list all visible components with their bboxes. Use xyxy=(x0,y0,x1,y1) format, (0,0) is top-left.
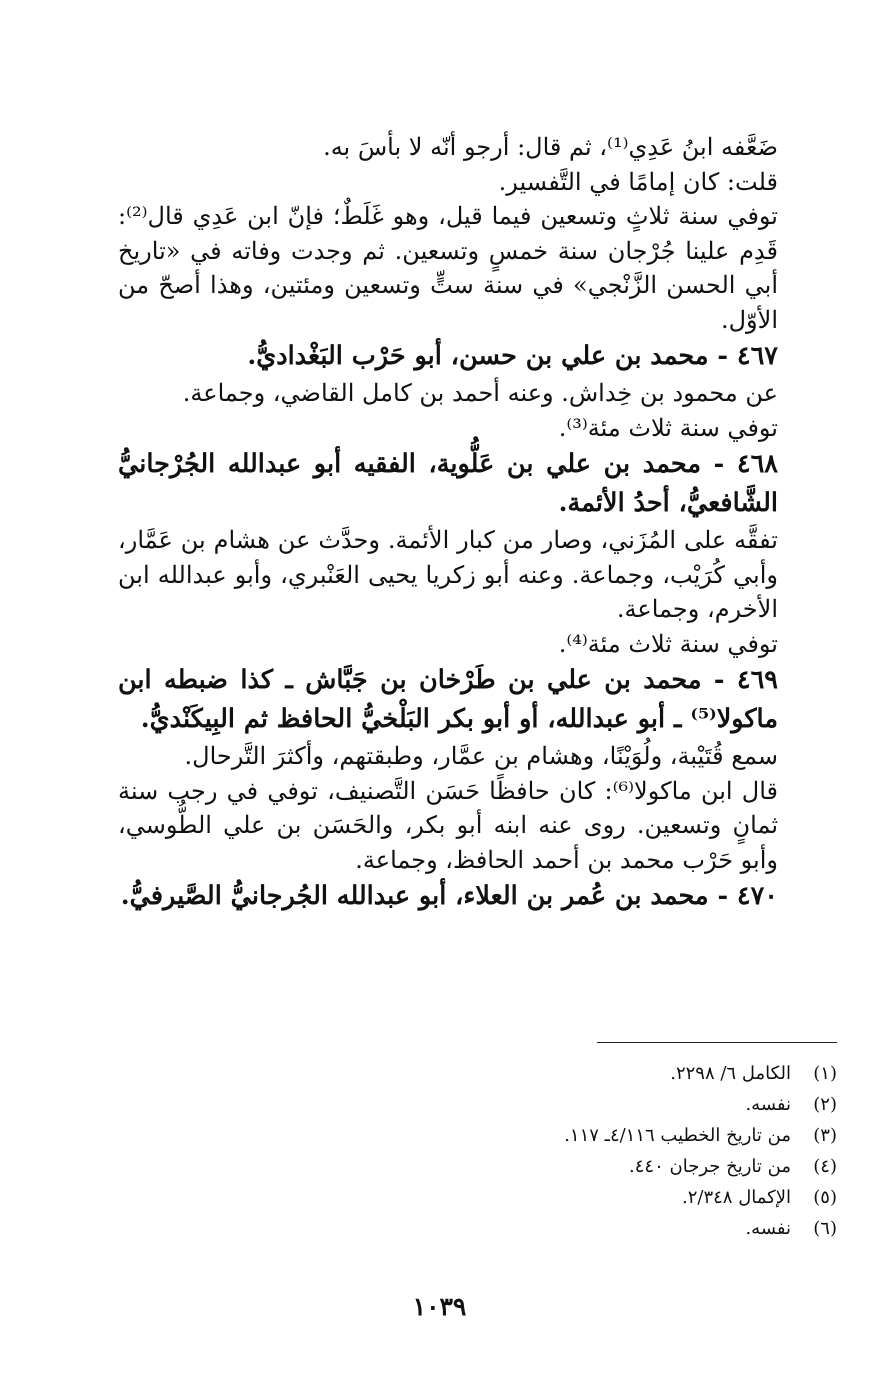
footnotes xyxy=(337,1058,837,1244)
paragraph: توفي سنة ثلاثٍ وتسعين فيما قيل، وهو غَلَطٌ؛ فإنّ ابن عَدِي قال⁽²⁾: قَدِم علينا جُرْجان سنة خمسٍ وتسعين. ثم وجدت وفاته في «تاريخ أبي الحسن الزَّنْجي» في سنة ستٍّ وتسعين ومئتين، وهذا أصحّ من الأوّل. xyxy=(118,202,778,334)
footnote-number: (٢) xyxy=(813,1094,837,1115)
paragraph: سمع قُتَيْبة، ولُوَيْنًا، وهشام بن عمَّار، وطبقتهم، وأكثرَ التَّرحال. xyxy=(184,742,778,770)
footnote xyxy=(337,1213,837,1244)
footnote-text: نفسه. xyxy=(745,1218,791,1239)
footnote-number: (١) xyxy=(813,1063,837,1084)
footnote xyxy=(337,1089,837,1120)
footnote-number: (٦) xyxy=(813,1218,837,1239)
footnote xyxy=(337,1058,837,1089)
footnote xyxy=(337,1120,837,1151)
entry-heading-470: ٤٧٠ - محمد بن عُمر بن العلاء، أبو عبدالله الجُرجانيُّ الصَّيرفيُّ. xyxy=(120,881,778,911)
paragraph: توفي سنة ثلاث مئة⁽³⁾. xyxy=(558,413,778,442)
page-number: ١٠٣٩ xyxy=(412,1292,467,1321)
footnote-number: (٣) xyxy=(813,1125,837,1146)
entry-heading-468: ٤٦٨ - محمد بن علي بن عَلُّوية، الفقيه أبو عبدالله الجُرْجانيُّ الشَّافعيُّ، أحدُ الأئمة. xyxy=(118,449,778,518)
footnote-text: من تاريخ الخطيب ٤/١١٦ـ ١١٧. xyxy=(564,1125,791,1146)
footnote xyxy=(337,1182,837,1213)
footnote xyxy=(337,1151,837,1182)
footnote-text: نفسه. xyxy=(745,1094,791,1115)
footnote-number: (٤) xyxy=(813,1156,837,1177)
paragraph: قال ابن ماكولا⁽⁶⁾: كان حافظًا حَسَن التَّصنيف، توفي في رجب سنة ثمانٍ وتسعين. روى عنه ابنه أبو بكر، والحَسَن بن علي الطُّوسي، وأبو حَرْب محمد بن أحمد الحافظ، وجماعة. xyxy=(118,776,778,874)
entry-heading-467: ٤٦٧ - محمد بن علي بن حسن، أبو حَرْب البَغْداديُّ. xyxy=(247,341,778,371)
paragraph: توفي سنة ثلاث مئة⁽⁴⁾. xyxy=(558,629,778,658)
paragraph: ضَعَّفه ابنُ عَدِي⁽¹⁾، ثم قال: أرجو أنّه لا بأسَ به. xyxy=(323,133,778,161)
footnote-text: الكامل ٦/ ٢٢٩٨. xyxy=(670,1063,791,1084)
entry-heading-469: ٤٦٩ - محمد بن علي بن طَرْخان بن جَبَّاش ـ كذا ضبطه ابن ماكولا⁽⁵⁾ ـ أبو عبدالله، أو أبو بكر البَلْخيُّ الحافظ ثم البِيكَنْديُّ. xyxy=(118,665,778,734)
main-text xyxy=(118,130,840,916)
footnote-number: (٥) xyxy=(813,1187,837,1208)
footnote-text: الإكمال ٢/٣٤٨. xyxy=(681,1187,791,1208)
paragraph: عن محمود بن خِداش. وعنه أحمد بن كامل القاضي، وجماعة. xyxy=(182,379,778,407)
footnote-text: من تاريخ جرجان ٤٤٠. xyxy=(629,1156,791,1177)
paragraph: تفقَّه على المُزَني، وصار من كبار الأئمة. وحدَّث عن هشام بن عَمَّار، وأبي كُرَيْب، وجماعة. وعنه أبو زكريا يحيى العَنْبري، وأبو عبدالله ابن الأخرم، وجماعة. xyxy=(118,526,778,623)
footnote-divider xyxy=(597,1042,837,1043)
paragraph: قلت: كان إمامًا في التَّفسير. xyxy=(498,167,778,196)
